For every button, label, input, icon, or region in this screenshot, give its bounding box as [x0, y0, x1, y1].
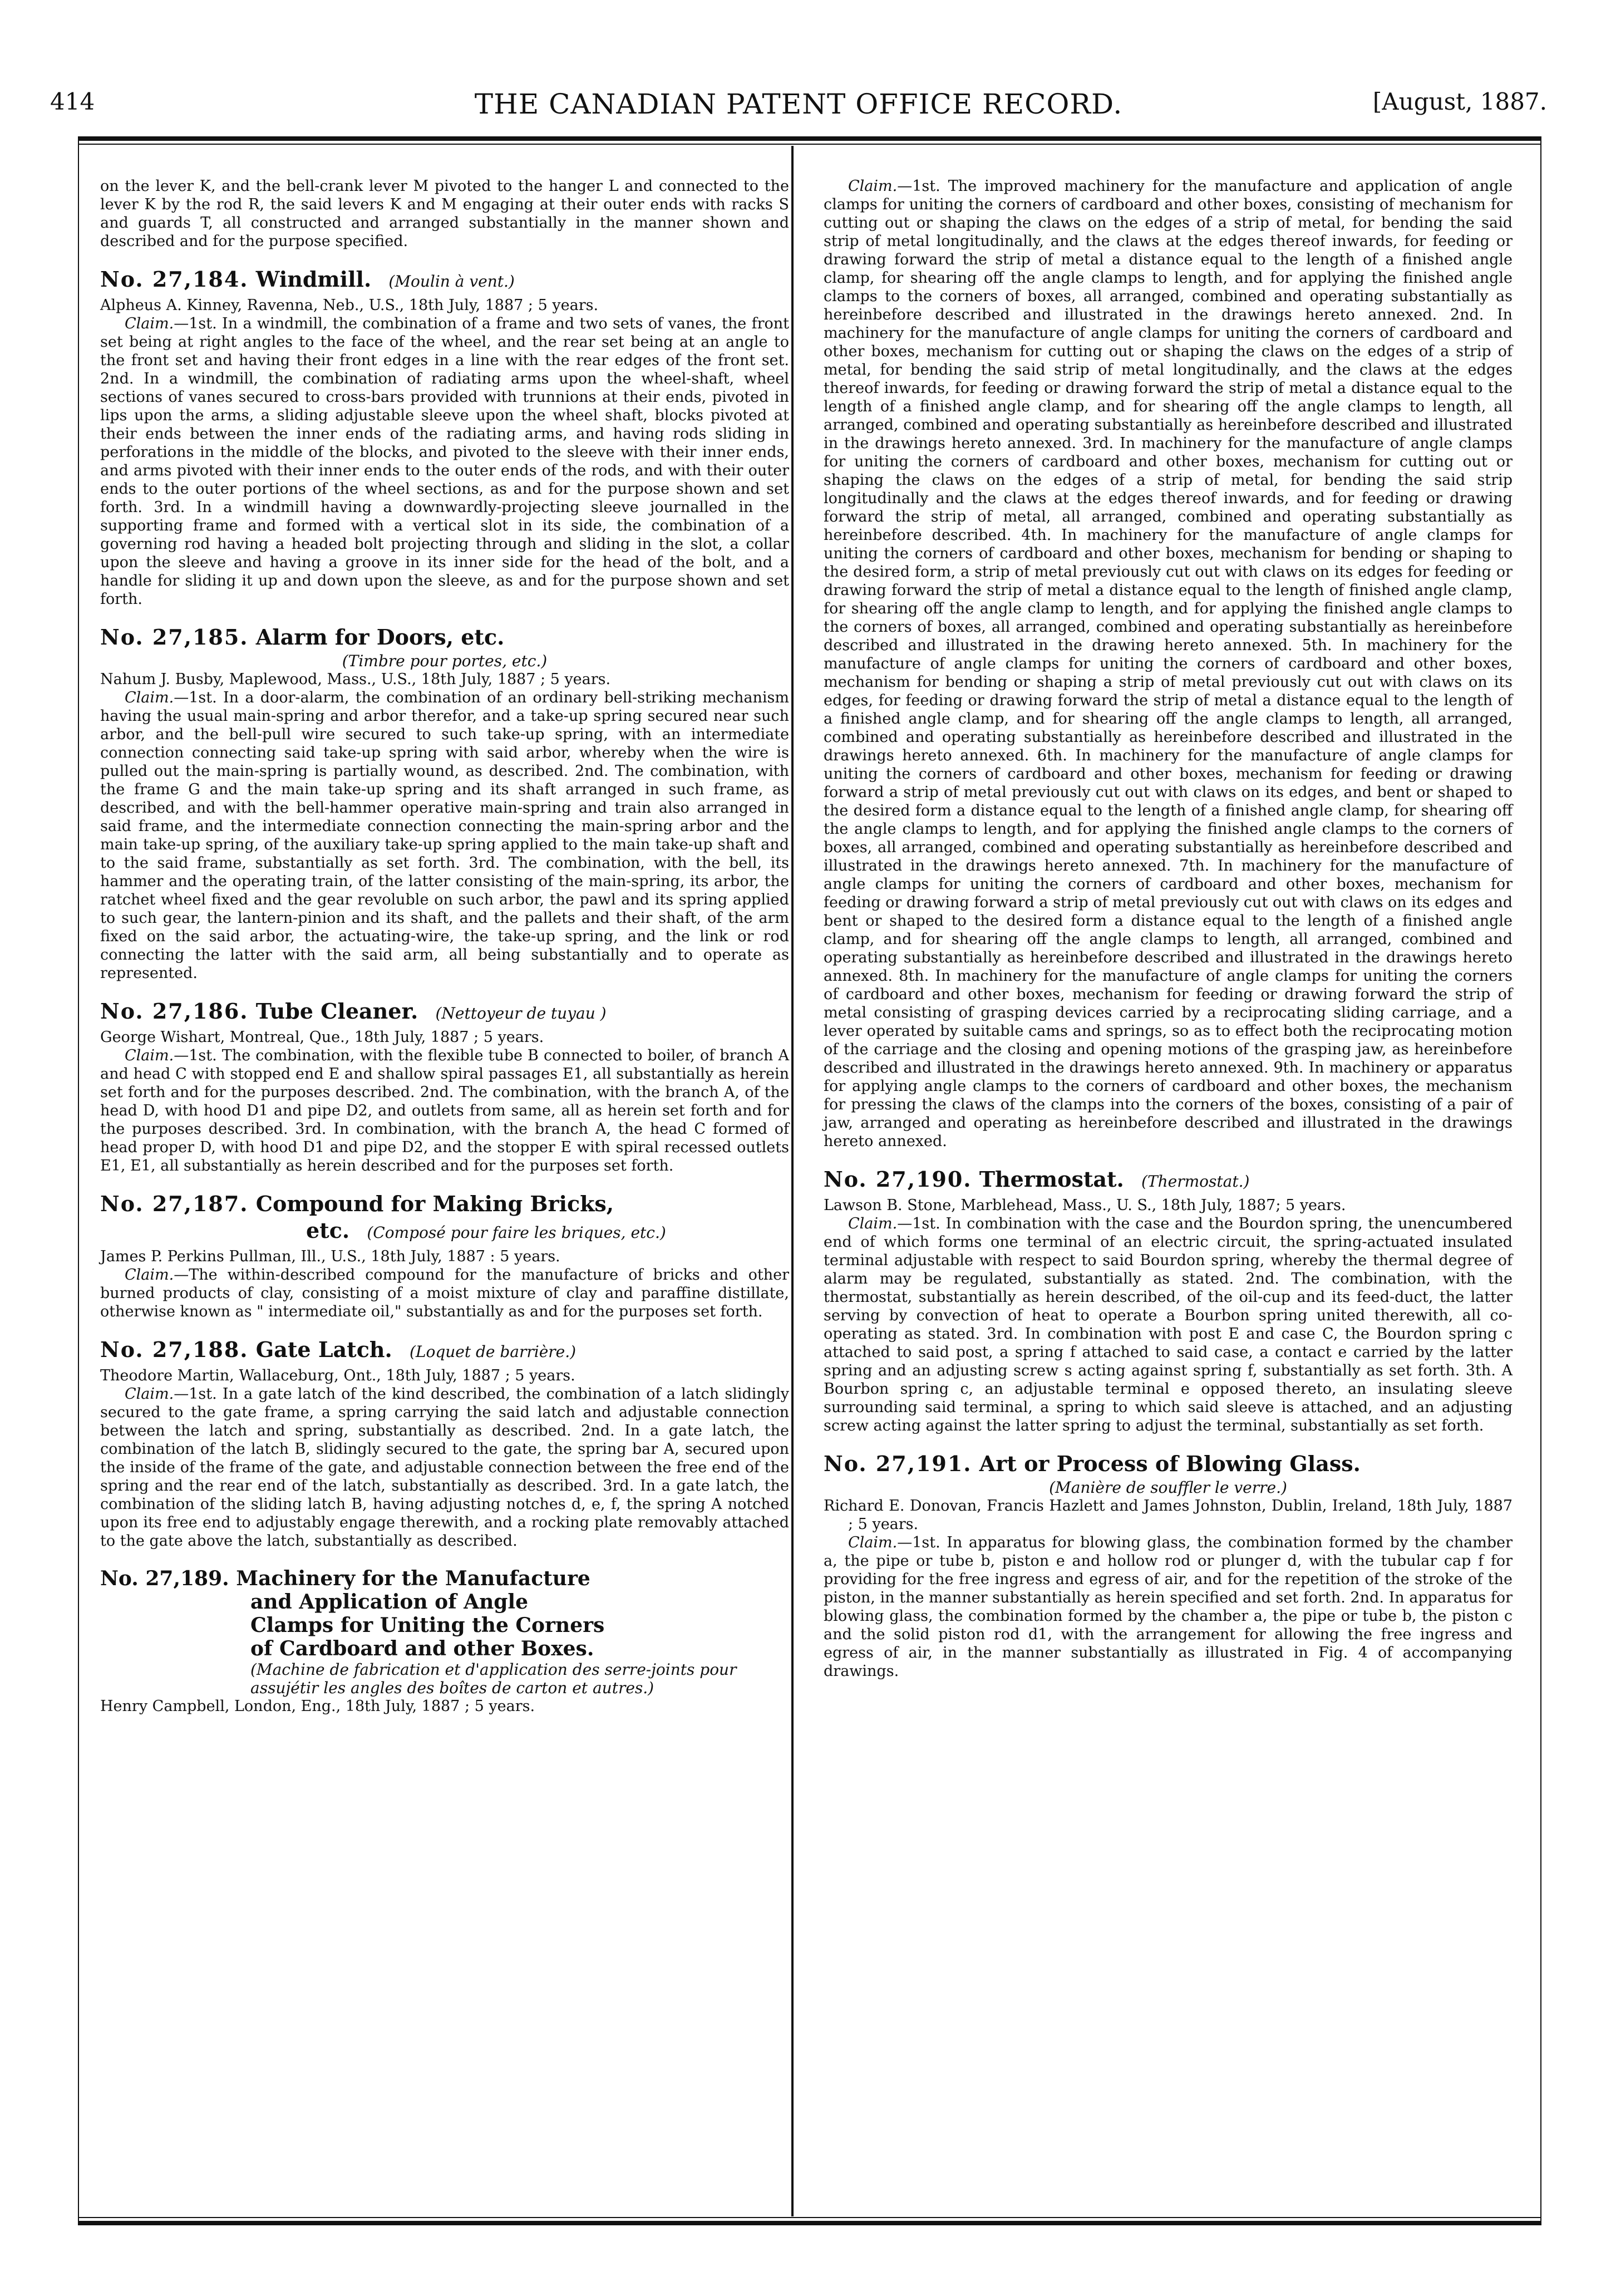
claim-paragraph — [100, 314, 789, 608]
claim-paragraph — [100, 689, 789, 982]
claim-paragraph — [100, 1385, 789, 1550]
french-title: (Timbre pour portes, etc.) — [342, 652, 548, 670]
claim-text: —1st. The improved machinery for the manufacture and application of angle clamps for uniting the corners of cardboard and other boxes, consisting of mechanism for cutting out or shaping the claws on the edges of a strip of metal, for bending the said strip of metal longitudinally, and the claws at the edges thereof inwards, for feeding or drawing forward the strip of metal a distance equal to the length of a finished angle clamp, for shearing off the angle clamps to length, and for applying the finished angle clamps to the corners of boxes, all arranged, combined and operating substantially as hereinbefore described and illustrated in the drawings hereto annexed. 2nd. In machinery for the manufacture of angle clamps for uniting the corners of cardboard and other boxes, mechanism for cutting out or shaping the claws on the edges of a strip of metal, for bending the said strip of metal longitudinally, and the claws at the edges thereof inwards, for feeding or drawing forward the strip of metal a distance equal to the length of a finished angle clamp, and for shearing off the angle clamps to length, all arranged, combined and operating substantially as hereinbefore described and illustrated in the drawings hereto annexed. 3rd. In machinery for the manufacture of angle clamps for uniting the corners of cardboard and other boxes, mechanism for cutting out or shaping the claws on the edges of a strip of metal, for bending the said strip longitudinally and the claws at the edges thereof inwards, and for feeding or drawing forward the strip of metal, all arranged, combined and operating substantially as hereinbefore described. 4th. In machinery for the manufacture of angle clamps for uniting the corners of cardboard and other boxes, mechanism for bending or shaping to the desired form, a strip of metal previously cut out with claws on its edges for feeding or drawing forward the strip of metal a distance equal to the length of finished angle clamp, for shearing off the angle clamp to length, and for applying the finished angle clamps to the corners of boxes, all arranged, combined and operating substantially as hereinbefore described and illustrated in the drawing hereto annexed. 5th. In machinery for the manufacture of angle clamps for uniting the corners of cardboard and other boxes, mechanism for bending or shaping a strip of metal previously cut out with claws on its edges, for feeding or drawing forward the strip of metal a distance equal to the length of a finished angle clamp, and for shearing off the angle clamps to length, all arranged, combined and operating substantially as hereinbefore described and illustrated in the drawings hereto annexed. 6th. In machinery for the manufacture of angle clamps for uniting the corners of cardboard and other boxes, mechanism for feeding or drawing forward a strip of metal previously cut out with claws on its edges, and bent or shaped to the desired form a distance equal to the length of a finished angle clamp, for shearing off the angle clamps to length, and for applying the finished angle clamps to the corners of boxes, all arranged, combined and operating substantially as hereinbefore described and illustrated in the drawings hereto annexed. 7th. In machinery for the manufacture of angle clamps for uniting the corners of cardboard and other boxes, mechanism for feeding or drawing forward a strip of metal previously cut out with claws on its edges and bent or shaped to the desired form a distance equal to the length of a finished angle clamp, and for shearing off the angle clamps to length, all arranged, combined and operating substantially as hereinbefore described and illustrated in the drawings hereto annexed. 8th. In machinery for the manufacture of angle clamps for uniting the corners of cardboard and other boxes, mechanism for feeding or drawing forward the strip of metal consisting of grasping devices carried by a reciprocating sliding carriage, and a lever operated by suitable cams and springs, so as to effect both the reciprocating motion of the carriage and the closing and opening motions of the grasping jaw, as hereinbefore described and illustrated in the drawings hereto annexed. 9th. In machinery or apparatus for applying angle clamps to the corners of cardboard and other boxes, the mechanism for pressing the claws of the clamps into the corners of the boxes, consisting of a pair of jaw, arranged and operating as hereinbefore described and illustrated in the drawings hereto annexed. — [824, 178, 1513, 1150]
claim-paragraph — [100, 1046, 789, 1175]
patent-title: Tube Cleaner. — [255, 999, 418, 1024]
patentee-line: George Wishart, Montreal, Que., 18th July, 1887 ; 5 years. — [100, 1029, 544, 1046]
claim-label: Claim. — [848, 1215, 898, 1232]
patent-title: Thermostat. — [979, 1167, 1124, 1192]
right-column — [824, 177, 1513, 1680]
issue-date: [August, 1887. — [1372, 88, 1547, 115]
left-column — [100, 177, 789, 1715]
patent-title: Machinery for the Manufacture — [236, 1567, 590, 1590]
bottom-rule — [78, 2221, 1541, 2225]
entry-heading — [824, 1452, 1513, 1476]
patent-entry — [100, 625, 789, 982]
patent-title-line: and Application of Angle — [250, 1590, 528, 1614]
claim-text: —The within-described compound for the manufacture of bricks and other burned products of clay, consisting of a moist mixture of clay and paraffine distillate, otherwise known as " intermediate oil," substantially as and for the purposes set forth. — [100, 1266, 789, 1320]
top-rule — [78, 136, 1541, 141]
entry-heading — [100, 1192, 789, 1216]
french-title: (Loquet de barrière.) — [409, 1343, 577, 1361]
page-number: 414 — [50, 88, 95, 115]
patentee-line: James P. Perkins Pullman, Ill., U.S., 18th July, 1887 : 5 years. — [100, 1248, 560, 1265]
claim-label: Claim. — [125, 1047, 174, 1064]
claim-text: —1st. In combination with the case and the Bourdon spring, the unencumbered end of which forms one terminal of an electric circuit, the spring-actuated insulated terminal adjustable with respect to said Bourdon spring, whereby the thermal degree of alarm may be regulated, substantially as stated. 2nd. The combination, with the thermostat, substantially as herein described, of the oil-cup and its feed-duct, the latter serving by convection of heat to operate a Bourbon spring united therewith, all co-operating as stated. 3rd. In combination with post E and case C, the Bourdon spring c attached to said post, a spring f attached to said case, a contact e carried by the latter spring and an adjusting screw s acting against spring f, substantially as set forth. 3th. A Bourbon spring c, an adjustable terminal e opposed thereto, an insulating sleeve surrounding said terminal, a spring to which said sleeve is attached, and an adjusting screw acting against the latter spring to adjust the terminal, substantially as set forth. — [824, 1215, 1513, 1434]
patent-title: Compound for Making Bricks, — [255, 1191, 614, 1216]
claim-label: Claim. — [125, 315, 174, 332]
claim-paragraph — [824, 177, 1513, 1151]
claim-paragraph — [824, 1533, 1513, 1680]
patent-title-line: of Cardboard and other Boxes. — [250, 1637, 594, 1660]
claim-label: Claim. — [848, 178, 898, 195]
patentee-line: Alpheus A. Kinney, Ravenna, Neb., U.S., 18th July, 1887 ; 5 years. — [100, 297, 599, 314]
entry-heading — [824, 1167, 1513, 1194]
claim-text: —1st. In apparatus for blowing glass, the combination formed by the chamber a, the pipe or tube b, piston e and hollow rod or plunger d, with the tubular cap f for providing for the free ingress and egress of air, and for the repetition of the stroke of the piston, in the manner substantially as herein specified and set forth. 2nd. In apparatus for blowing glass, the combination formed by the chamber a, the pipe or tube b, the piston c and the solid piston rod d1, with the arrangement for allowing the free ingress and egress of air, in the manner substantially as illustrated in Fig. 4 of accompanying drawings. — [824, 1534, 1513, 1680]
claim-text: —1st. In a windmill, the combination of a frame and two sets of vanes, the front set being at right angles to the face of the wheel, and the rear set being at an angle to the front set and having their front edges in a line with the rear edges of the front set. 2nd. In a windmill, the combination of radiating arms upon the wheel-shaft, wheel sections of vanes secured to cross-bars provided with trunnions at their ends, pivoted in lips upon the arms, a sliding adjustable sleeve upon the wheel shaft, blocks pivoted at their ends between the inner ends of the radiating arms, and having rods sliding in perforations in the middle of the blocks, and pivoted to the sleeve with their inner ends, and arms pivoted with their inner ends to the outer ends of the rods, and with their outer ends to the outer portions of the wheel sections, as and for the purpose shown and set forth. 3rd. In a windmill having a downwardly-projecting sleeve journalled in the supporting frame and formed with a vertical slot in its side, the combination of a governing rod having a headed bolt projecting through and sliding in the slot, a collar upon the sleeve and having a groove in its inner side for the head of the bolt, and a handle for sliding it up and down upon the sleeve, as and for the purpose shown and set forth. — [100, 315, 789, 608]
french-title: (Manière de souffler le verre.) — [1049, 1478, 1287, 1497]
patent-title: Art or Process of Blowing Glass. — [979, 1451, 1361, 1476]
column-divider — [791, 146, 794, 2216]
patentee-line: Theodore Martin, Wallaceburg, Ont., 18th July, 1887 ; 5 years. — [100, 1367, 575, 1384]
patent-number: No. 27,185. — [100, 625, 249, 650]
claim-paragraph — [100, 1266, 789, 1321]
entry-heading-cont — [100, 1218, 789, 1245]
entry-heading — [100, 1338, 789, 1364]
entry-heading — [100, 1567, 789, 1660]
patentee-line: Richard E. Donovan, Francis Hazlett and James Johnston, Dublin, Ireland, 18th July, 1887 ; 5 years. — [824, 1497, 1513, 1533]
claim-label: Claim. — [848, 1534, 898, 1551]
claim-label: Claim. — [125, 1266, 174, 1284]
patent-title: Alarm for Doors, etc. — [255, 625, 505, 650]
patent-title-cont: etc. — [306, 1218, 350, 1243]
entry-heading — [100, 625, 789, 650]
patent-entry — [100, 999, 789, 1175]
continuation-text: on the lever K, and the bell-crank lever M pivoted to the hanger L and connected to the lever K by the rod R, the said levers K and M engaging at their outer ends with racks S and guards T, all constructed and arranged substantially in the manner shown and described and for the purpose specified. — [100, 178, 789, 250]
patentee-line: Lawson B. Stone, Marblehead, Mass., U. S., 18th July, 1887; 5 years. — [824, 1197, 1346, 1214]
claim-label: Claim. — [125, 689, 174, 706]
patent-entry — [100, 1567, 789, 1715]
patentee-line: Henry Campbell, London, Eng., 18th July, 1887 ; 5 years. — [100, 1698, 535, 1715]
french-title: (Composé pour faire les briques, etc.) — [367, 1223, 666, 1242]
frame-left-rule — [78, 136, 79, 2225]
entry-heading — [100, 999, 789, 1026]
patent-entry — [100, 1338, 789, 1550]
claim-paragraph — [824, 1215, 1513, 1435]
patent-number: No. 27,189. — [100, 1567, 229, 1590]
french-title: (Machine de fabrication et d'application des serre-joints pour assujétir les angles des boîtes de carton et autres.) — [250, 1660, 737, 1697]
entry-heading — [100, 267, 789, 294]
bottom-rule-thin — [78, 2217, 1541, 2218]
publication-title: THE CANADIAN PATENT OFFICE RECORD. — [474, 88, 1123, 120]
patent-title: Gate Latch. — [255, 1337, 392, 1362]
claim-label: Claim. — [125, 1385, 174, 1403]
patent-entry — [824, 1452, 1513, 1680]
french-title: (Thermostat.) — [1141, 1172, 1250, 1191]
claim-text: —1st. In a door-alarm, the combination of an ordinary bell-striking mechanism having the usual main-spring and arbor therefor, and a take-up spring secured near such arbor, and the bell-pull wire secured to such take-up spring, with an intermediate connection connecting said take-up spring with said arbor, whereby when the wire is pulled out the main-spring is partially wound, as described. 2nd. The combination, with the frame G and the main take-up spring and its shaft arranged in such frame, as described, and with the bell-hammer operative main-spring and train also arranged in said frame, and the intermediate connection connecting the main-spring arbor and the main take-up spring, of the auxiliary take-up spring applied to the main take-up shaft and to the said frame, substantially as set forth. 3rd. The combination, with the bell, its hammer and the operating train, of the latter consisting of the main-spring, its arbor, the ratchet wheel fixed and the gear revoluble on such arbor, the pawl and its spring applied to such gear, the lantern-pinion and its shaft, and the pallets and their shaft, of the arm fixed on the said arbor, the actuating-wire, the take-up spring, and the link or rod connecting the latter with the said arm, all being substantially and to operate as represented. — [100, 689, 789, 982]
patent-title: Windmill. — [255, 267, 372, 292]
patent-number: No. 27,188. — [100, 1337, 249, 1362]
patent-number: No. 27,190. — [824, 1167, 972, 1192]
claim-text: —1st. In a gate latch of the kind described, the combination of a latch slidingly secured to the gate frame, a spring carrying the said latch and adjustable connection between the latch and spring, substantially as described. 2nd. In a gate latch, the combination of the latch B, slidingly secured to the gate, the spring bar A, secured upon the inside of the frame of the gate, and adjustable connection between the free end of the spring and the rear end of the latch, substantially as described. 3rd. In a gate latch, the combination of the sliding latch B, having adjusting notches d, e, f, the spring A notched upon its free end to adjustably engage therewith, and a rocking plate removably attached to the gate above the latch, substantially as described. — [100, 1385, 789, 1550]
patent-entry — [100, 1192, 789, 1321]
patentee-line: Nahum J. Busby, Maplewood, Mass., U.S., 18th July, 1887 ; 5 years. — [100, 671, 611, 688]
page-header — [50, 88, 1547, 121]
patent-number: No. 27,187. — [100, 1191, 249, 1216]
patent-number: No. 27,186. — [100, 999, 249, 1024]
patent-entry — [100, 267, 789, 608]
french-title: (Nettoyeur de tuyau ) — [435, 1004, 607, 1022]
claim-text: —1st. The combination, with the flexible tube B connected to boiler, of branch A and head C with stopped end E and shallow spiral passages E1, all substantially as herein set forth and for the purposes described. 2nd. The combination, with the branch A, of the head D, with hood D1 and pipe D2, and outlets from same, all as herein set forth and for the purposes described. 3rd. In combination, with the branch A, the head C formed of head proper D, with hood D1 and pipe D2, and the stopper E with spiral recessed outlets E1, E1, all substantially as herein described and for the purposes set forth. — [100, 1047, 789, 1174]
patent-entry — [824, 1167, 1513, 1435]
patent-number: No. 27,184. — [100, 267, 249, 292]
french-title: (Moulin à vent.) — [388, 272, 515, 291]
top-rule-thin — [78, 144, 1541, 145]
patent-title-line: Clamps for Uniting the Corners — [250, 1614, 605, 1637]
frame-right-rule — [1540, 136, 1541, 2225]
patent-number: No. 27,191. — [824, 1451, 972, 1476]
